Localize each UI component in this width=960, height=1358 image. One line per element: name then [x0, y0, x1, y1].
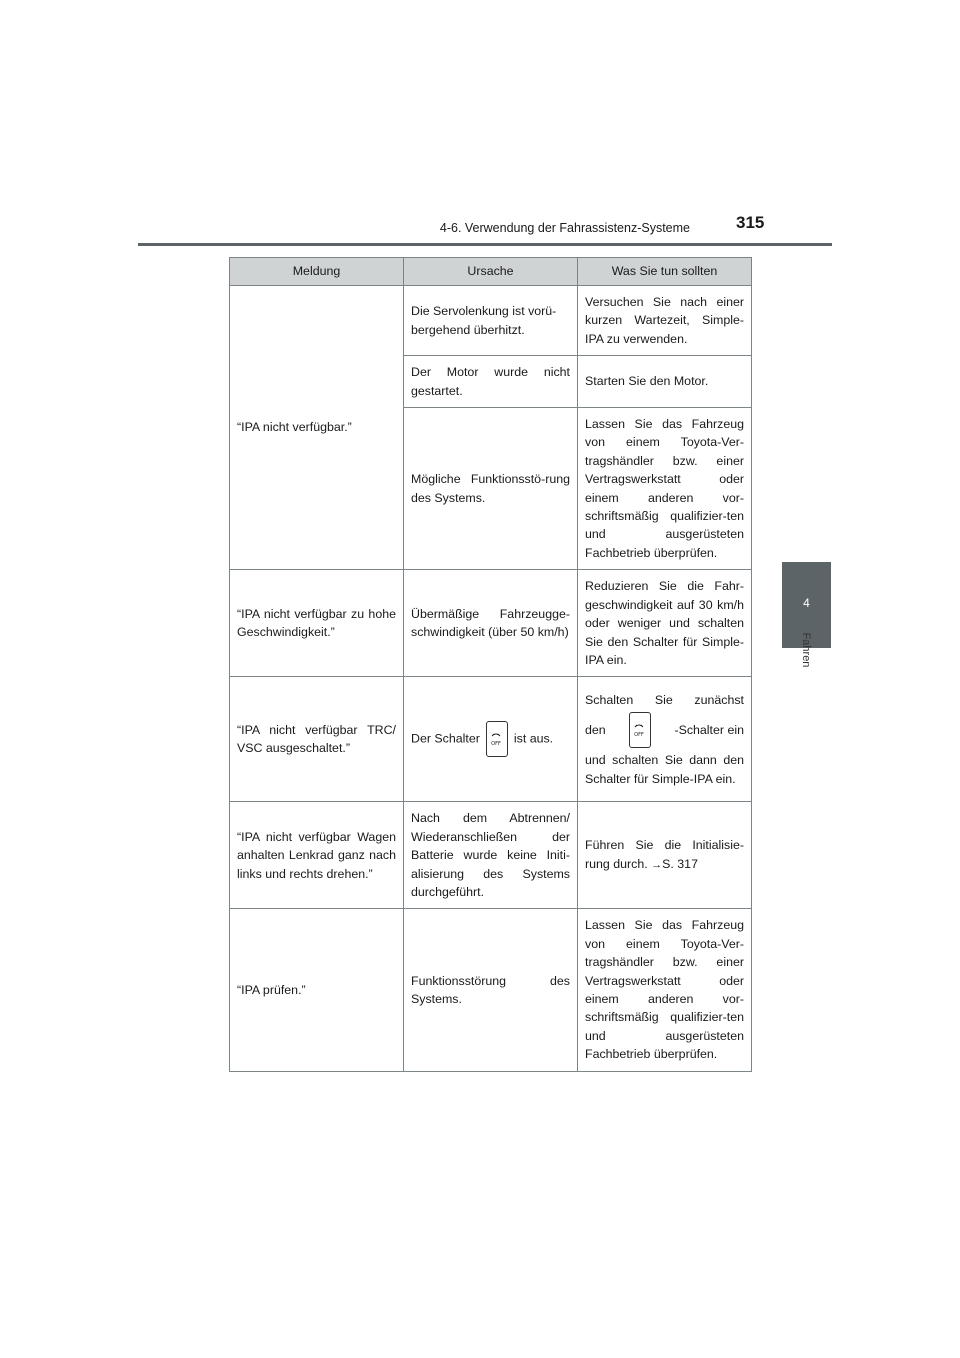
message-table	[229, 257, 752, 1072]
page-number: 315	[736, 213, 765, 232]
message-cell: “IPA nicht verfügbar.”	[230, 286, 404, 570]
page-ref-arrow: →	[651, 858, 663, 871]
action-cell: Lassen Sie das Fahrzeug von einem Toyota-Ver-tragshändler bzw. einer Vertragswerkstatt oder einem anderen vor-schriftsmäßig qualifizier-ten und ausgerüsteten Fachbetrieb überprüfen.	[578, 909, 752, 1071]
action-line: Schalten Sie zunächst	[585, 692, 744, 707]
cause-cell: Mögliche Funktionsstö-rung des Systems.	[404, 408, 578, 570]
cause-cell: Der Motor wurde nicht gestartet.	[404, 356, 578, 408]
column-header-ursache: Ursache	[404, 258, 578, 286]
table-row	[230, 286, 752, 356]
action-line-with-icon: den OFF -Schalter ein	[585, 712, 744, 748]
column-header-aktion: Was Sie tun sollten	[578, 258, 752, 286]
cause-cell: Nach dem Abtrennen/ Wiederanschließen der Batterie wurde keine Initi-alisierung des Systems durchgeführt.	[404, 802, 578, 909]
table-row	[230, 677, 752, 802]
message-cell: “IPA nicht verfügbar TRC/ VSC ausgeschaltet.”	[230, 677, 404, 802]
cause-cell	[404, 677, 578, 802]
action-cell: Starten Sie den Motor.	[578, 356, 752, 408]
section-title: 4-6. Verwendung der Fahrassistenz-Systeme	[439, 221, 690, 235]
table-row	[230, 570, 752, 677]
table-row	[230, 909, 752, 1071]
chapter-number: 4	[803, 596, 810, 610]
message-cell: “IPA prüfen.”	[230, 909, 404, 1071]
action-cell: Versuchen Sie nach einer kurzen Wartezeit, Simple-IPA zu verwenden.	[578, 286, 752, 356]
cause-cell: Die Servolenkung ist vorü-bergehend überhitzt.	[404, 286, 578, 356]
cause-cell: Übermäßige Fahrzeugge-schwindigkeit (über 50 km/h)	[404, 570, 578, 677]
action-cell	[578, 677, 752, 802]
vsc-off-switch-icon	[629, 712, 651, 748]
svg-text:OFF: OFF	[634, 732, 644, 739]
cause-cell: Funktionsstörung des Systems.	[404, 909, 578, 1071]
header-rule	[138, 243, 832, 246]
vsc-off-switch-icon	[486, 721, 508, 757]
table-header-row	[230, 258, 752, 286]
page-reference-link[interactable]: S. 317	[662, 856, 698, 871]
chapter-label: Fahren	[800, 632, 812, 668]
table-row	[230, 802, 752, 909]
action-line: und schalten Sie dann den Schalter für Simple-IPA ein.	[585, 753, 744, 786]
cause-text-after: ist aus.	[513, 731, 554, 746]
svg-text:OFF: OFF	[491, 741, 501, 748]
message-cell: “IPA nicht verfügbar zu hohe Geschwindigkeit.”	[230, 570, 404, 677]
cause-text-before: Der Schalter	[411, 731, 480, 746]
column-header-meldung: Meldung	[230, 258, 404, 286]
action-cell: Lassen Sie das Fahrzeug von einem Toyota-Ver-tragshändler bzw. einer Vertragswerkstatt oder einem anderen vor-schriftsmäßig qualifizier-ten und ausgerüsteten Fachbetrieb überprüfen.	[578, 408, 752, 570]
action-cell: Reduzieren Sie die Fahr-geschwindigkeit auf 30 km/h oder weniger und schalten Sie den Schalter für Simple-IPA ein.	[578, 570, 752, 677]
message-cell: “IPA nicht verfügbar Wagen anhalten Lenkrad ganz nach links und rechts drehen.”	[230, 802, 404, 909]
action-cell: Führen Sie die Initialisie-rung durch. →S. 317	[578, 802, 752, 909]
